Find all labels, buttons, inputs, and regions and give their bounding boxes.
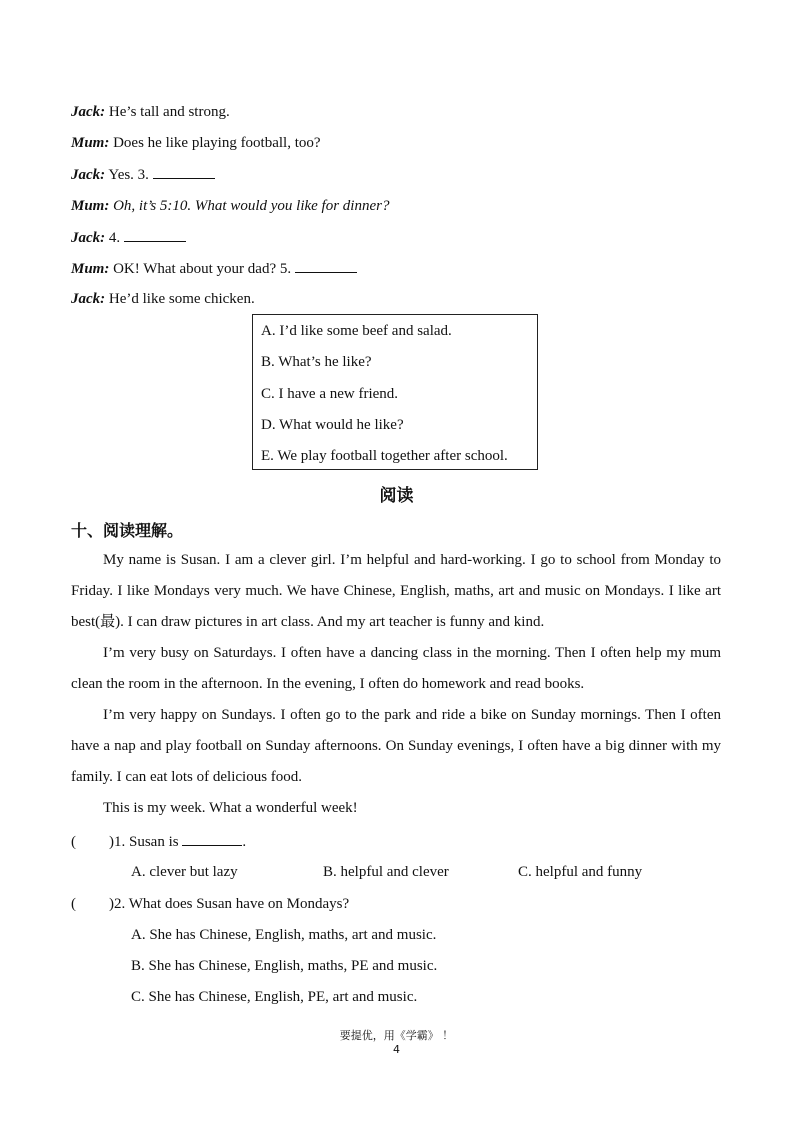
dialogue-text: 4. xyxy=(108,230,121,246)
question-stem: 1. Susan is xyxy=(114,834,179,850)
passage-paragraph-4 xyxy=(71,793,721,824)
answer-blank[interactable] xyxy=(124,227,186,242)
paragraph-text: I’m very happy on Sundays. I often go to the park and ride a bike on Sunday mornings. Then I often have a nap and play football on Sunday afternoons. On Sunday evenings, I often have a big dinner with my family. I can eat lots of delicious food. xyxy=(71,707,721,785)
answer-blank[interactable] xyxy=(295,258,357,273)
choice-c: C. She has Chinese, English, PE, art and music. xyxy=(131,989,418,1005)
dialogue-text: Oh, it’s 5:10. What would you like for dinner? xyxy=(113,198,390,214)
speaker-label: Jack: xyxy=(71,104,106,120)
passage-paragraph-1 xyxy=(71,545,721,638)
speaker-label: Jack: xyxy=(71,230,106,246)
dialogue-line xyxy=(71,102,230,122)
speaker-label: Jack: xyxy=(71,167,106,183)
dialogue-line xyxy=(71,227,186,248)
choice-b: B. She has Chinese, English, maths, PE and music. xyxy=(131,958,438,974)
dialogue-line xyxy=(71,258,357,279)
footer-slogan: 要提优，用《学霸》 ！ xyxy=(339,1029,454,1042)
speaker-label: Mum: xyxy=(71,198,110,214)
dialogue-text: Does he like playing football, too? xyxy=(113,135,321,151)
paragraph-text: I’m very busy on Saturdays. I often have a dancing class in the morning. Then I often help my mum clean the room in the afternoon. In the evening, I often do homework and read books. xyxy=(71,645,721,692)
option-c: C. I have a new friend. xyxy=(261,386,399,402)
dialogue-line xyxy=(71,196,389,216)
choice-a: A. clever but lazy xyxy=(131,864,238,880)
dialogue-line xyxy=(71,289,255,309)
option-b: B. What’s he like? xyxy=(261,354,372,370)
option-d: D. What would he like? xyxy=(261,417,404,433)
choice-b: B. helpful and clever xyxy=(323,864,449,880)
question-stem-end: . xyxy=(242,834,247,850)
page-number: 4 xyxy=(393,1043,400,1056)
option-e: E. We play football together after school. xyxy=(261,448,508,464)
exercise-heading: 十、阅读理解。 xyxy=(71,521,184,540)
choice-c: C. helpful and funny xyxy=(518,864,643,880)
dialogue-text: OK! What about your dad? 5. xyxy=(113,261,292,277)
paragraph-text: My name is Susan. I am a clever girl. I’m helpful and hard-working. I go to school from Monday to Friday. I like Mondays very much. We have Chinese, English, maths, art and music on Mondays. I like art best(最). I can draw pictures in art class. And my art teacher is funny and kind. xyxy=(71,552,721,630)
speaker-label: Mum: xyxy=(71,261,110,277)
answer-paren-open: ( xyxy=(71,834,76,850)
dialogue-text: Yes. 3. xyxy=(108,167,149,183)
passage-paragraph-2 xyxy=(71,638,721,700)
question-2 xyxy=(71,894,349,914)
choice-a: A. She has Chinese, English, maths, art and music. xyxy=(131,927,437,943)
answer-blank[interactable] xyxy=(182,831,242,846)
answer-paren-open: ( xyxy=(71,896,76,912)
question-1 xyxy=(71,831,246,852)
dialogue-text: He’d like some chicken. xyxy=(108,291,255,307)
option-a: A. I’d like some beef and salad. xyxy=(261,323,452,339)
answer-blank[interactable] xyxy=(153,164,215,179)
dialogue-line xyxy=(71,164,215,185)
paragraph-text: This is my week. What a wonderful week! xyxy=(103,800,358,816)
speaker-label: Mum: xyxy=(71,135,110,151)
answer-paren-close[interactable]: ) xyxy=(109,896,114,912)
options-box xyxy=(252,314,538,470)
answer-paren-close[interactable]: ) xyxy=(109,834,114,850)
passage-paragraph-3 xyxy=(71,700,721,793)
question-stem: 2. What does Susan have on Mondays? xyxy=(114,896,350,912)
speaker-label: Jack: xyxy=(71,291,106,307)
dialogue-line xyxy=(71,133,321,153)
dialogue-text: He’s tall and strong. xyxy=(108,104,230,120)
section-title: 阅读 xyxy=(379,486,414,506)
